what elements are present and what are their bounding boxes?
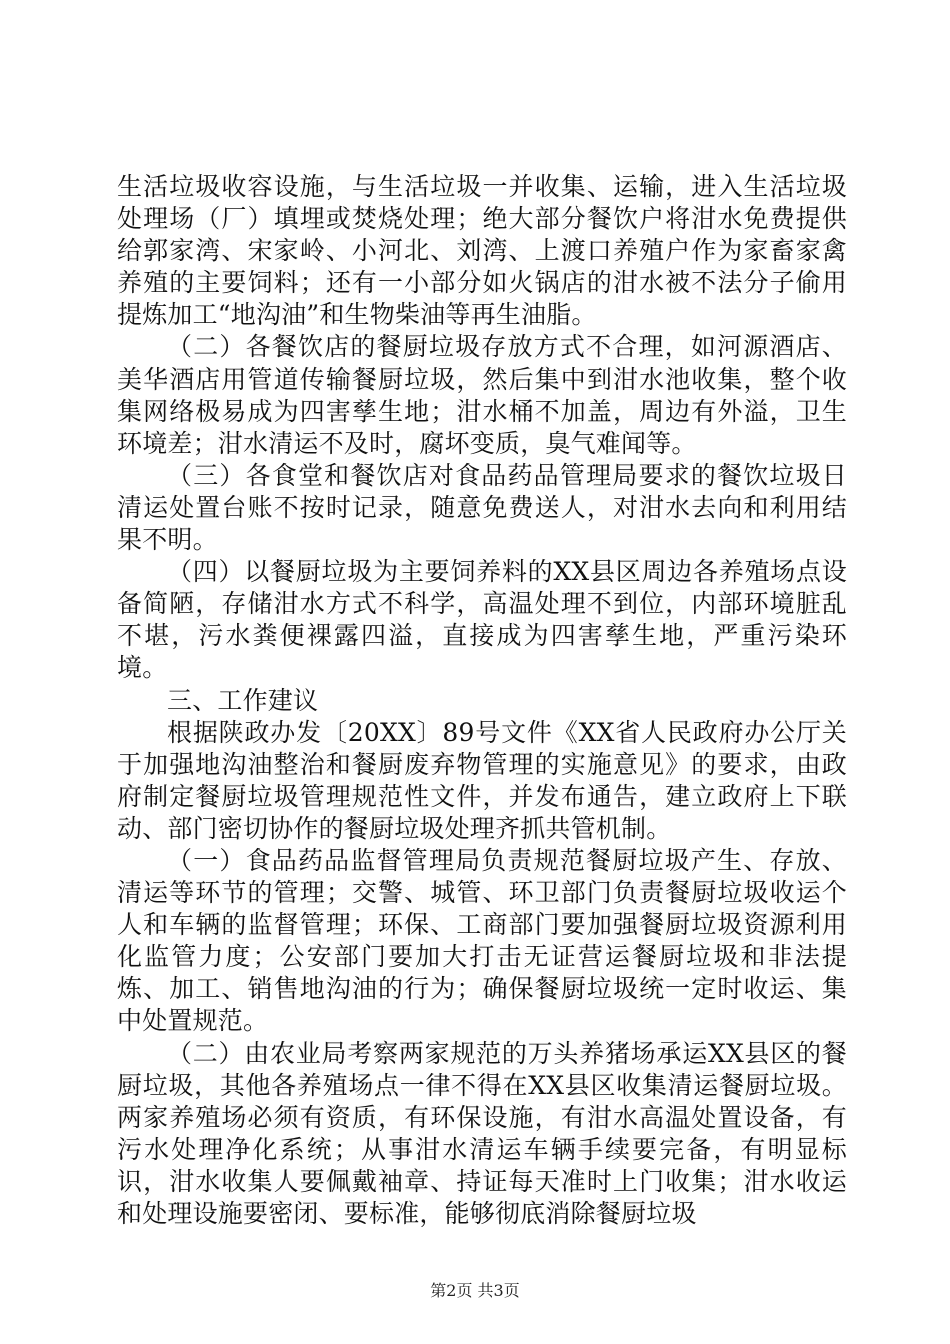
paragraph-suggestion-1: （一）食品药品监督管理局负责规范餐厨垃圾产生、存放、清运等环节的管理；交警、城管、环卫部门负责餐厨垃圾收运个人和车辆的监督管理；环保、工商部门要加强餐厨垃圾资源利用化监管力度；公安部门要加大打击无证营运餐厨垃圾和非法提炼、加工、销售地沟油的行为；确保餐厨垃圾统一定时收运、集中处置规范。: [117, 845, 847, 1036]
paragraph-suggestion-2: （二）由农业局考察两家规范的万头养猪场承运XX县区的餐厨垃圾，其他各养殖场点一律不得在XX县区收集清运餐厨垃圾。两家养殖场必须有资质，有环保设施，有泔水高温处置设备，有污水处理净化系统；从事泔水清运车辆手续要完备，有明显标识，泔水收集人要佩戴袖章、持证每天准时上门收集；泔水收运和处理设施要密闭、要标准，能够彻底消除餐厨垃圾: [117, 1038, 847, 1228]
paragraph-item-4-farms: （四）以餐厨垃圾为主要饲养料的XX县区周边各养殖场点设备简陋，存储泔水方式不科学，高温处理不到位，内部环境脏乱不堪，污水粪便裸露四溢，直接成为四害孳生地，严重污染环境。: [117, 557, 847, 683]
section-heading-work-suggestions: 三、工作建议: [167, 685, 319, 715]
paragraph-item-3-records: （三）各食堂和餐饮店对食品药品管理局要求的餐饮垃圾日清运处置台账不按时记录，随意免费送人，对泔水去向和利用结果不明。: [117, 460, 847, 555]
paragraph-policy-basis: 根据陕政办发〔20XX〕89号文件《XX省人民政府办公厅关于加强地沟油整治和餐厨废弃物管理的实施意见》的要求，由政府制定餐厨垃圾管理规范性文件，并发布通告，建立政府上下联动、部门密切协作的餐厨垃圾处理齐抓共管机制。: [117, 717, 847, 843]
paragraph-item-2-storage: （二）各餐饮店的餐厨垃圾存放方式不合理，如河源酒店、美华酒店用管道传输餐厨垃圾，然后集中到泔水池收集，整个收集网络极易成为四害孳生地；泔水桶不加盖，周边有外溢，卫生环境差；泔水清运不及时，腐坏变质，臭气难闻等。: [117, 332, 847, 458]
paragraph-continuation: 生活垃圾收容设施，与生活垃圾一并收集、运输，进入生活垃圾处理场（厂）填埋或焚烧处理；绝大部分餐饮户将泔水免费提供给郭家湾、宋家岭、小河北、刘湾、上渡口养殖户作为家畜家禽养殖的主要饲料；还有一小部分如火锅店的泔水被不法分子偷用提炼加工“地沟油”和生物柴油等再生油脂。: [117, 172, 847, 330]
page-number-footer: 第2页 共3页: [430, 1281, 520, 1300]
document-body: [117, 171, 847, 1230]
